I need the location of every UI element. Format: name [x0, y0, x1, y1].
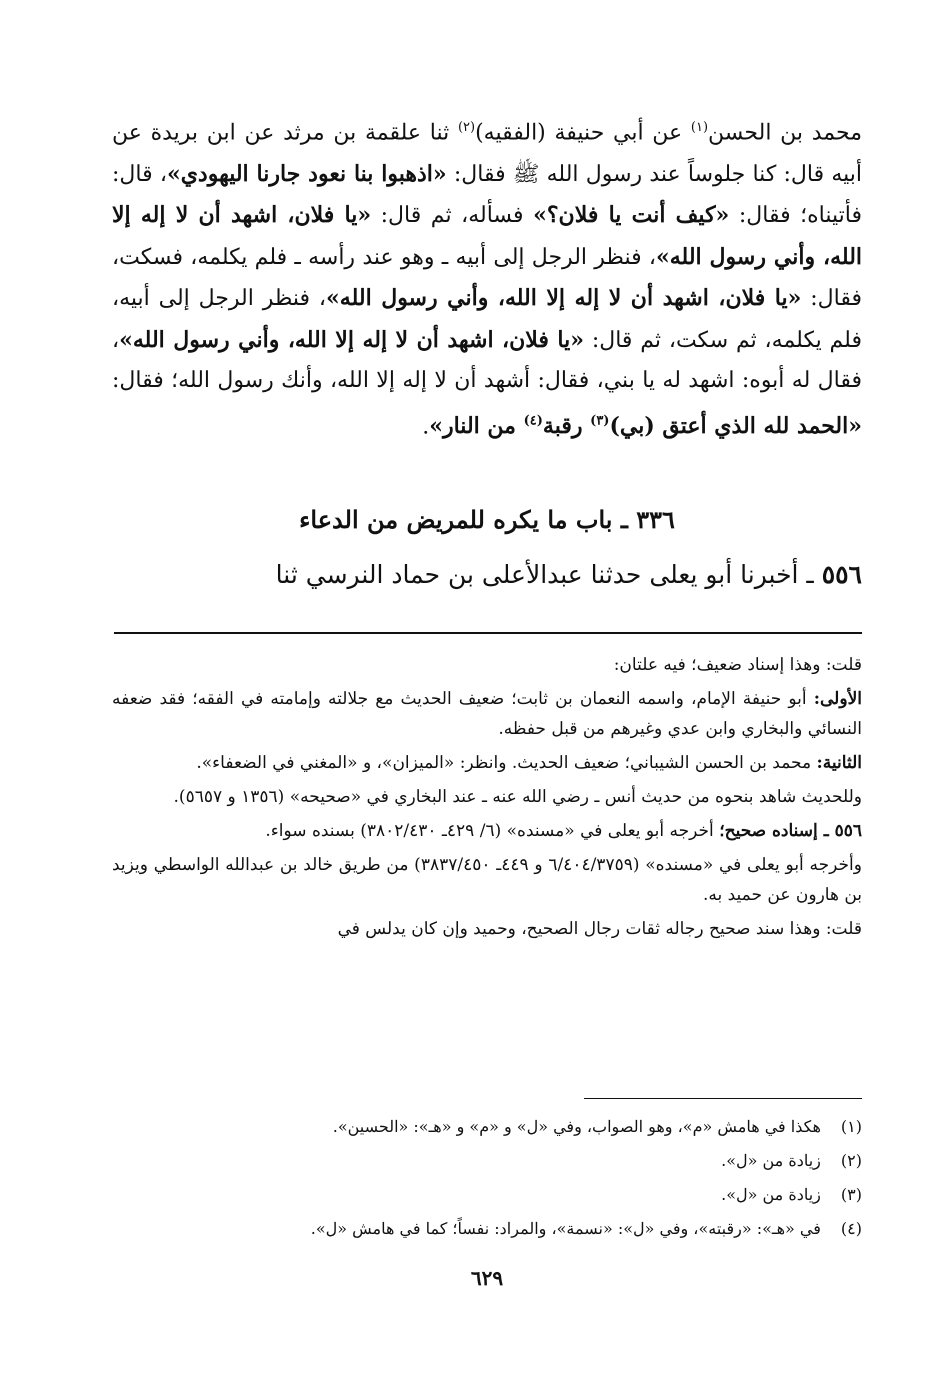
text-segment: . — [422, 414, 430, 440]
note-text: أبو حنيفة الإمام، واسمه النعمان بن ثابت؛ ضعيف الحديث مع جلالته وإمامته في الفقه؛ فقد ضعفه النسائي والبخاري وابن عدي وغيرهم من قبل حفظه. — [112, 689, 862, 739]
note-paragraph — [112, 748, 862, 778]
prophetic-quote: «يا فلان، اشهد أن لا إله إلا الله، وأني رسول الله» — [326, 285, 802, 312]
prophetic-quote: «يا فلان، اشهد أن لا إله إلا الله، وأني رسول الله» — [119, 326, 585, 353]
note-number: ٥٥٦ — [834, 821, 862, 841]
hadith-body-text — [112, 108, 862, 448]
chapter-heading: ٣٣٦ ـ باب ما يكره للمريض من الدعاء — [299, 505, 675, 534]
footnote-text: زيادة من «ل». — [721, 1151, 821, 1170]
footnote-separator — [584, 1098, 862, 1099]
separator-line — [114, 632, 862, 634]
text-segment: ، فنظر الرجل إلى أبيه ـ وهو عند رأسه ـ فلم يكلمه، فسكت، فقال: — [112, 244, 862, 312]
footnote-text: هكذا في هامش «م»، وهو الصواب، وفي «ل» و «م» و «هـ»: «الحسين». — [332, 1117, 821, 1136]
footnote-text: زيادة من «ل». — [721, 1185, 821, 1204]
footnote-number: (١) — [840, 1117, 862, 1136]
text-segment: ، فنظر الرجل إلى أبيه، فلم يكلمه، ثم سكت، ثم قال: — [112, 286, 862, 353]
text-segment: ، قال: فأتيناه؛ فقال: — [112, 161, 862, 229]
footnote — [112, 1212, 862, 1246]
text-segment: ، فقال له أبوه: اشهد له يا بني، فقال: أشهد أن لا إله إلا الله، وأنك رسول الله؛ فقال: — [112, 327, 862, 394]
hadith-text: ـ أخبرنا أبو يعلى حدثنا عبدالأعلى بن حماد النرسي ثنا — [275, 560, 822, 589]
footnote-number: (٤) — [840, 1219, 862, 1238]
footnote — [112, 1178, 862, 1212]
note-paragraph: قلت: وهذا إسناد ضعيف؛ فيه علتان: — [613, 655, 862, 675]
footnote-text: في «هـ»: «رقبته»، وفي «ل»: «نسمة»، والمراد: نفساً؛ كما في هامش «ل». — [310, 1219, 821, 1238]
text-segment: «الحمد لله الذي أعتق (بي) — [609, 413, 862, 440]
text-segment: فسأله، ثم قال: — [371, 203, 534, 229]
footnote — [112, 1144, 862, 1178]
hadith-number: ٥٥٦ — [821, 560, 862, 589]
footnote-ref[interactable]: (٢) — [457, 120, 476, 135]
note-paragraph — [112, 816, 862, 846]
commentary-notes — [112, 650, 862, 948]
text-segment: رقبة — [542, 413, 591, 440]
note-text: أخرجه أبو يعلى في «مسنده» (٦/ ٤٢٩ـ ٣٨٠٢/٤٣٠) بسنده سواء. — [265, 821, 720, 841]
prophetic-quote: «اذهبوا بنا نعود جارنا اليهودي» — [166, 160, 447, 187]
prophetic-quote: «يا فلان، اشهد أن لا إله إلا الله، وأني رسول الله» — [112, 202, 863, 270]
note-paragraph: وللحديث شاهد بنحوه من حديث أنس ـ رضي الله عنه ـ عند البخاري في «صحيحه» (١٣٥٦ و ٥٦٥٧). — [173, 787, 862, 807]
note-paragraph: وأخرجه أبو يعلى في «مسنده» (٦/٤٠٤/٣٧٥٩ و ٤٤٩ـ ٣٨٣٧/٤٥٠) من طريق خالد بن عبدالله الواسطي ويزيد بن هارون عن حميد به. — [112, 855, 862, 905]
note-text: محمد بن الحسن الشيباني؛ ضعيف الحديث. وانظر: «الميزان»، و «المغني في الضعفاء». — [196, 753, 817, 773]
text-segment: ثنا علقمة بن مرثد عن ابن بريدة عن أبيه قال: كنا جلوساً عند رسول الله ﷺ فقال: — [112, 120, 862, 187]
text-segment: عن أبي حنيفة (الفقيه) — [475, 120, 691, 146]
footnote-ref[interactable]: (٤) — [523, 413, 543, 429]
page-number: ٦٢٩ — [470, 1266, 504, 1290]
prophetic-quote: «كيف أنت يا فلان؟» — [533, 202, 730, 229]
note-label: الأولى: — [813, 689, 862, 709]
footnote — [112, 1110, 862, 1144]
prophetic-quote — [429, 413, 862, 439]
footnote-number: (٢) — [840, 1151, 862, 1170]
note-label: الثانية: — [816, 753, 862, 773]
footnotes — [112, 1110, 862, 1246]
note-label: ـ إسناده صحيح؛ — [719, 821, 835, 841]
text-segment: من النار» — [429, 413, 524, 440]
hadith-opening — [112, 560, 862, 589]
note-paragraph: قلت: وهذا سند صحيح رجاله ثقات رجال الصحيح، وحميد وإن كان يدلس في — [337, 919, 862, 939]
footnote-number: (٣) — [840, 1185, 862, 1204]
text-segment: محمد بن الحسن — [708, 120, 863, 146]
footnote-ref[interactable]: (٣) — [590, 413, 610, 429]
note-paragraph — [112, 684, 862, 744]
footnote-ref[interactable]: (١) — [690, 120, 709, 135]
